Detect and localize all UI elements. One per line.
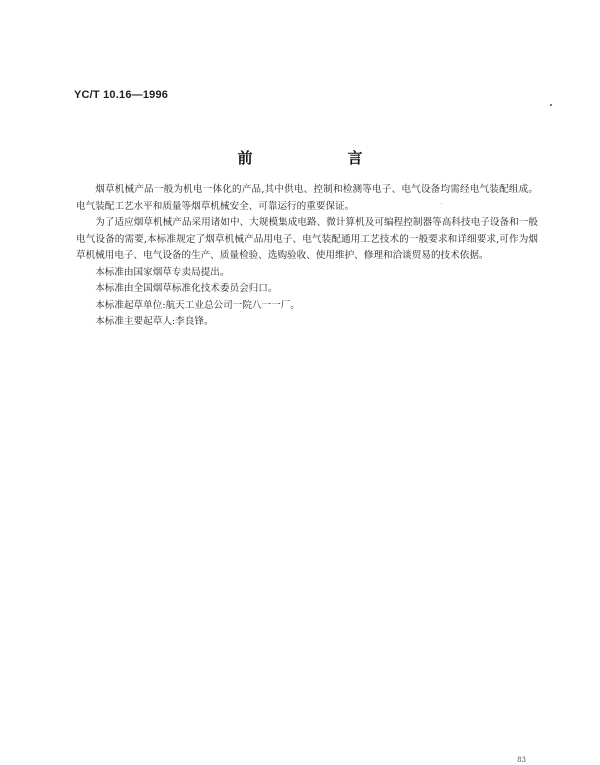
paragraph-5: 本标准起草单位:航天工业总公司一院八一一厂。 — [95, 299, 300, 311]
foreword-body — [76, 182, 538, 331]
paragraph-2: 为了适应烟草机械产品采用诸如中、大规模集成电路、微计算机及可编程控制器等高科技电子设备和一般电气设备的需要,本标准规定了烟草机械产品用电子、电气装配通用工艺技术的一般要求和详细要求,可作为烟草机械用电子、电气设备的生产、质量检验、选购验收、使用维护、修理和洽谈贸易的技术依据。 — [76, 217, 538, 261]
paragraph-3: 本标准由国家烟草专卖局提出。 — [95, 266, 230, 278]
standard-code: YC/T 10.16—1996 — [74, 89, 169, 101]
foreword-title: 前 言 — [237, 149, 403, 167]
scan-speck — [550, 104, 552, 106]
paragraph-6: 本标准主要起草人:李良锋。 — [95, 316, 214, 327]
paragraph-1: 烟草机械产品一般为机电一体化的产品,其中供电、控制和检测等电子、电气设备均需经电气装配组成。电气装配工艺水平和质量等烟草机械安全、可靠运行的重要保证。 — [76, 184, 538, 212]
page-number: 83 — [517, 756, 526, 764]
paragraph-4: 本标准由全国烟草标准化技术委员会归口。 — [95, 283, 278, 294]
